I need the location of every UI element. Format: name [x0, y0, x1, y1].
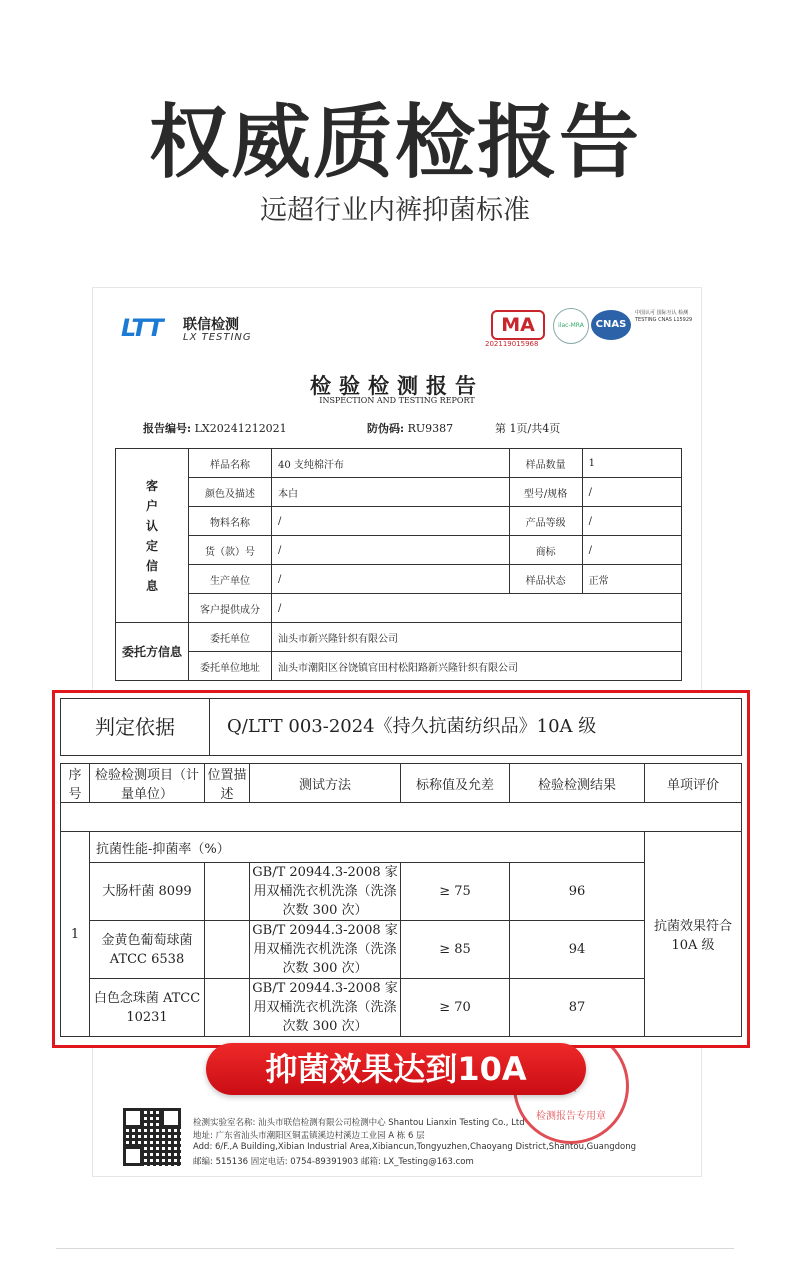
report-title-en: INSPECTION AND TESTING REPORT: [319, 396, 475, 405]
table-label: 委托单位: [189, 623, 272, 652]
judgement-basis-label: 判定依据: [61, 699, 210, 755]
table-label: 物料名称: [189, 507, 272, 536]
group-label: 抗菌性能-抑菌率（%）: [90, 832, 645, 863]
spacer-row: [61, 803, 742, 832]
table-value: /: [582, 507, 681, 536]
table-value: /: [582, 536, 681, 565]
cma-seal-icon: MA: [491, 310, 545, 340]
column-header: 检验检测结果: [510, 764, 645, 803]
table-label: 样品状态: [509, 565, 582, 594]
report-number: 报告编号: LX20241212021: [143, 422, 287, 435]
footer-line: 地址: 广东省汕头市潮阳区铜盂镇溪边村溪边工业园 A 栋 6 层: [193, 1131, 425, 1141]
evaluation-cell: 抗菌效果符合10A 级: [645, 832, 742, 1037]
footer-line: 邮编: 515136 固定电话: 0754-89391903 邮箱: LX_Testing@163.com: [193, 1157, 474, 1167]
column-header: 测试方法: [250, 764, 401, 803]
judgement-basis-row: [60, 698, 742, 756]
cnas-icon: CNAS: [591, 310, 631, 340]
table-value: /: [272, 507, 510, 536]
table-label: 型号/规格: [509, 478, 582, 507]
cnas-text: 中国认可 国际互认 检测 TESTING CNAS L15929: [635, 310, 693, 323]
logo-chinese-name: 联信检测: [183, 317, 239, 333]
table-label: 生产单位: [189, 565, 272, 594]
test-method: GB/T 20944.3-2008 家用双桶洗衣机洗涤（洗涤次数 300 次）: [250, 921, 401, 979]
standard-value: ≥ 75: [401, 863, 510, 921]
table-value: 40 支纯棉汗布: [272, 449, 510, 478]
test-method: GB/T 20944.3-2008 家用双桶洗衣机洗涤（洗涤次数 300 次）: [250, 863, 401, 921]
column-header: 位置描述: [205, 764, 250, 803]
antibacterial-result-table: [60, 763, 742, 1037]
report-title: 检验检测报告: [310, 373, 484, 398]
test-item: 金黄色葡萄球菌 ATCC 6538: [90, 921, 205, 979]
standard-value: ≥ 70: [401, 979, 510, 1037]
position-cell: [205, 921, 250, 979]
table-value: /: [272, 565, 510, 594]
table-label: 产品等级: [509, 507, 582, 536]
table-value: 正常: [582, 565, 681, 594]
test-result: 94: [510, 921, 645, 979]
table-label: 货（款）号: [189, 536, 272, 565]
table-value: 汕头市新兴隆针织有限公司: [272, 623, 682, 652]
client-info-table: [115, 448, 682, 681]
zoomed-result-box: [52, 690, 750, 1048]
ilac-mra-icon: ilac-MRA: [553, 308, 589, 344]
table-value: /: [272, 594, 682, 623]
column-header: 标称值及允差: [401, 764, 510, 803]
table-label: 颜色及描述: [189, 478, 272, 507]
table-value: 本白: [272, 478, 510, 507]
judgement-basis-value: Q/LTT 003-2024《持久抗菌纺织品》10A 级: [227, 716, 597, 737]
lx-testing-logo: [121, 312, 271, 352]
table-label: 商标: [509, 536, 582, 565]
table-value: 汕头市潮阳区谷饶镇官田村松阳路新兴隆针织有限公司: [272, 652, 682, 681]
table-value: /: [272, 536, 510, 565]
table-label: 样品数量: [509, 449, 582, 478]
delegate-category: 委托方信息: [116, 623, 189, 681]
test-item: 白色念珠菌 ATCC 10231: [90, 979, 205, 1037]
table-label: 样品名称: [189, 449, 272, 478]
table-value: 1: [582, 449, 681, 478]
column-header: 序号: [61, 764, 90, 803]
position-cell: [205, 979, 250, 1037]
logo-english-name: LX TESTING: [183, 332, 252, 343]
result-badge: 抑菌效果达到10A: [206, 1043, 586, 1095]
table-label: 客户提供成分: [189, 594, 272, 623]
standard-value: ≥ 85: [401, 921, 510, 979]
table-value: /: [582, 478, 681, 507]
row-index: 1: [61, 832, 90, 1037]
footer-line: 检测实验室名称: 汕头市联信检测有限公司检测中心 Shantou Lianxin Testing Co., Ltd: [193, 1118, 525, 1128]
position-cell: [205, 863, 250, 921]
table-label: 委托单位地址: [189, 652, 272, 681]
anti-fake-code: 防伪码: RU9387: [367, 422, 454, 435]
logo-mark: LTT: [121, 314, 163, 342]
stamp-text: 检测报告专用章: [536, 1111, 606, 1122]
test-method: GB/T 20944.3-2008 家用双桶洗衣机洗涤（洗涤次数 300 次）: [250, 979, 401, 1037]
cma-number: 202119015968: [485, 340, 539, 348]
test-result: 87: [510, 979, 645, 1037]
page-indicator: 第 1页/共4页: [495, 422, 561, 435]
column-header: 检验检测项目（计量单位）: [90, 764, 205, 803]
qr-code-icon: [123, 1108, 181, 1166]
test-item: 大肠杆菌 8099: [90, 863, 205, 921]
test-result: 96: [510, 863, 645, 921]
bottom-divider: [56, 1248, 734, 1249]
hero-subtitle: 远超行业内裤抑菌标准: [260, 195, 530, 226]
client-category: 客 户 认 定 信 息: [116, 449, 189, 623]
hero-title: 权威质检报告: [149, 96, 641, 189]
footer-line: Add: 6/F.,A Building,Xibian Industrial Area,Xibiancun,Tongyuzhen,Chaoyang District,Shantou,Guangdong: [193, 1142, 637, 1152]
column-header: 单项评价: [645, 764, 742, 803]
